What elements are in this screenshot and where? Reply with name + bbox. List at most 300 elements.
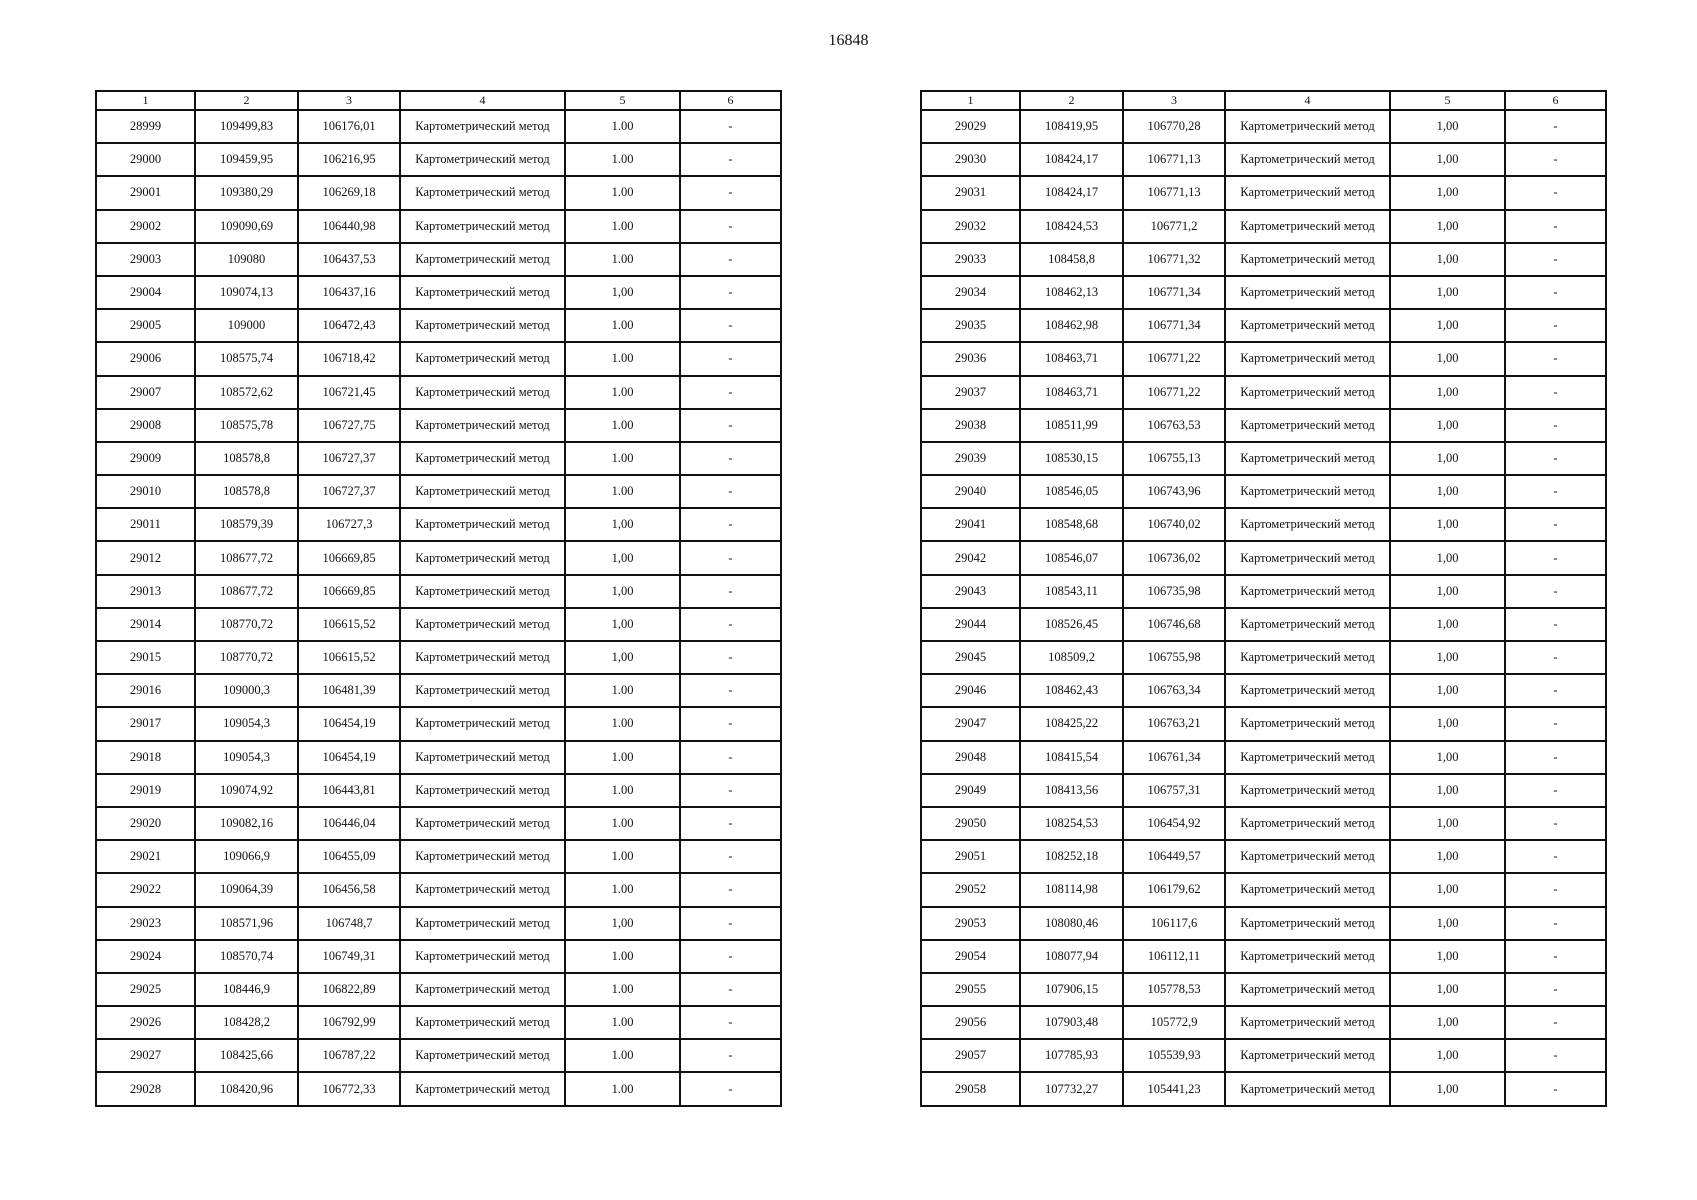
- method-cell: Картометрический метод: [1225, 110, 1390, 143]
- y-coordinate-cell: 106763,53: [1123, 409, 1225, 442]
- point-number-cell: 29051: [921, 840, 1020, 873]
- y-coordinate-cell: 106748,7: [298, 907, 400, 940]
- accuracy-cell: 1,00: [1390, 1039, 1505, 1072]
- accuracy-cell: 1,00: [1390, 907, 1505, 940]
- method-cell: Картометрический метод: [400, 309, 565, 342]
- column-header-4: 4: [1225, 91, 1390, 110]
- method-cell: Картометрический метод: [400, 741, 565, 774]
- y-coordinate-cell: 106456,58: [298, 873, 400, 906]
- accuracy-cell: 1,00: [1390, 608, 1505, 641]
- column-header-1: 1: [96, 91, 195, 110]
- description-cell: -: [1505, 243, 1606, 276]
- x-coordinate-cell: 109066,9: [195, 840, 298, 873]
- table-row: [96, 442, 781, 475]
- x-coordinate-cell: 108080,46: [1020, 907, 1123, 940]
- method-cell: Картометрический метод: [400, 508, 565, 541]
- table-row: [96, 575, 781, 608]
- point-number-cell: 29006: [96, 342, 195, 375]
- x-coordinate-cell: 108546,07: [1020, 541, 1123, 574]
- table-row: [921, 243, 1606, 276]
- point-number-cell: 29001: [96, 176, 195, 209]
- x-coordinate-cell: 108252,18: [1020, 840, 1123, 873]
- accuracy-cell: 1.00: [565, 807, 680, 840]
- description-cell: -: [680, 608, 781, 641]
- description-cell: -: [1505, 807, 1606, 840]
- description-cell: -: [1505, 475, 1606, 508]
- point-number-cell: 29052: [921, 873, 1020, 906]
- table-row: [921, 442, 1606, 475]
- point-number-cell: 29030: [921, 143, 1020, 176]
- x-coordinate-cell: 108677,72: [195, 575, 298, 608]
- accuracy-cell: 1,00: [1390, 176, 1505, 209]
- description-cell: -: [1505, 840, 1606, 873]
- y-coordinate-cell: 106771,13: [1123, 143, 1225, 176]
- y-coordinate-cell: 106481,39: [298, 674, 400, 707]
- accuracy-cell: 1,00: [1390, 840, 1505, 873]
- point-number-cell: 29000: [96, 143, 195, 176]
- table-row: [96, 475, 781, 508]
- point-number-cell: 29008: [96, 409, 195, 442]
- description-cell: -: [680, 840, 781, 873]
- accuracy-cell: 1.00: [565, 243, 680, 276]
- x-coordinate-cell: 107906,15: [1020, 973, 1123, 1006]
- method-cell: Картометрический метод: [1225, 1006, 1390, 1039]
- table-row: [96, 143, 781, 176]
- point-number-cell: 29054: [921, 940, 1020, 973]
- table-row: [921, 376, 1606, 409]
- description-cell: -: [1505, 309, 1606, 342]
- description-cell: -: [680, 176, 781, 209]
- point-number-cell: 29015: [96, 641, 195, 674]
- point-number-cell: 29022: [96, 873, 195, 906]
- y-coordinate-cell: 106792,99: [298, 1006, 400, 1039]
- accuracy-cell: 1,00: [1390, 442, 1505, 475]
- y-coordinate-cell: 106176,01: [298, 110, 400, 143]
- point-number-cell: 29009: [96, 442, 195, 475]
- description-cell: -: [1505, 741, 1606, 774]
- method-cell: Картометрический метод: [1225, 807, 1390, 840]
- table-row: [96, 309, 781, 342]
- method-cell: Картометрический метод: [400, 641, 565, 674]
- y-coordinate-cell: 106771,22: [1123, 342, 1225, 375]
- accuracy-cell: 1,00: [1390, 940, 1505, 973]
- accuracy-cell: 1.00: [565, 376, 680, 409]
- method-cell: Картометрический метод: [400, 176, 565, 209]
- accuracy-cell: 1,00: [565, 608, 680, 641]
- y-coordinate-cell: 106472,43: [298, 309, 400, 342]
- table-row: [921, 210, 1606, 243]
- description-cell: -: [680, 1039, 781, 1072]
- description-cell: -: [1505, 541, 1606, 574]
- table-row: [96, 707, 781, 740]
- x-coordinate-cell: 109380,29: [195, 176, 298, 209]
- method-cell: Картометрический метод: [1225, 276, 1390, 309]
- point-number-cell: 29044: [921, 608, 1020, 641]
- x-coordinate-cell: 108419,95: [1020, 110, 1123, 143]
- y-coordinate-cell: 106454,19: [298, 707, 400, 740]
- description-cell: -: [1505, 707, 1606, 740]
- x-coordinate-cell: 108548,68: [1020, 508, 1123, 541]
- point-number-cell: 29034: [921, 276, 1020, 309]
- point-number-cell: 29058: [921, 1072, 1020, 1105]
- description-cell: -: [1505, 1006, 1606, 1039]
- column-header-4: 4: [400, 91, 565, 110]
- point-number-cell: 29042: [921, 541, 1020, 574]
- point-number-cell: 29011: [96, 508, 195, 541]
- x-coordinate-cell: 108424,17: [1020, 176, 1123, 209]
- x-coordinate-cell: 108458,8: [1020, 243, 1123, 276]
- point-number-cell: 29017: [96, 707, 195, 740]
- method-cell: Картометрический метод: [1225, 475, 1390, 508]
- method-cell: Картометрический метод: [400, 1006, 565, 1039]
- method-cell: Картометрический метод: [400, 608, 565, 641]
- method-cell: Картометрический метод: [1225, 342, 1390, 375]
- accuracy-cell: 1,00: [1390, 873, 1505, 906]
- description-cell: -: [680, 741, 781, 774]
- accuracy-cell: 1,00: [1390, 210, 1505, 243]
- point-number-cell: 29035: [921, 309, 1020, 342]
- accuracy-cell: 1,00: [1390, 1072, 1505, 1105]
- y-coordinate-cell: 106755,13: [1123, 442, 1225, 475]
- x-coordinate-cell: 108463,71: [1020, 376, 1123, 409]
- description-cell: -: [1505, 276, 1606, 309]
- point-number-cell: 29029: [921, 110, 1020, 143]
- y-coordinate-cell: 106437,53: [298, 243, 400, 276]
- table-row: [96, 342, 781, 375]
- x-coordinate-cell: 109074,92: [195, 774, 298, 807]
- method-cell: Картометрический метод: [400, 276, 565, 309]
- point-number-cell: 29019: [96, 774, 195, 807]
- accuracy-cell: 1.00: [565, 342, 680, 375]
- point-number-cell: 29048: [921, 741, 1020, 774]
- point-number-cell: 29056: [921, 1006, 1020, 1039]
- y-coordinate-cell: 106718,42: [298, 342, 400, 375]
- column-header-2: 2: [195, 91, 298, 110]
- x-coordinate-cell: 108530,15: [1020, 442, 1123, 475]
- table-row: [921, 541, 1606, 574]
- point-number-cell: 29045: [921, 641, 1020, 674]
- accuracy-cell: 1.00: [565, 1072, 680, 1105]
- table-row: [921, 575, 1606, 608]
- point-number-cell: 29016: [96, 674, 195, 707]
- x-coordinate-cell: 107903,48: [1020, 1006, 1123, 1039]
- accuracy-cell: 1.00: [565, 176, 680, 209]
- x-coordinate-cell: 108077,94: [1020, 940, 1123, 973]
- table-row: [921, 807, 1606, 840]
- method-cell: Картометрический метод: [400, 873, 565, 906]
- y-coordinate-cell: 106440,98: [298, 210, 400, 243]
- table-row: [96, 1039, 781, 1072]
- point-number-cell: 29002: [96, 210, 195, 243]
- accuracy-cell: 1,00: [1390, 674, 1505, 707]
- table-row: [921, 940, 1606, 973]
- y-coordinate-cell: 106721,45: [298, 376, 400, 409]
- accuracy-cell: 1.00: [565, 409, 680, 442]
- point-number-cell: 29043: [921, 575, 1020, 608]
- y-coordinate-cell: 106822,89: [298, 973, 400, 1006]
- description-cell: -: [1505, 608, 1606, 641]
- accuracy-cell: 1,00: [1390, 376, 1505, 409]
- y-coordinate-cell: 106771,34: [1123, 309, 1225, 342]
- accuracy-cell: 1,00: [1390, 143, 1505, 176]
- column-header-5: 5: [1390, 91, 1505, 110]
- method-cell: Картометрический метод: [1225, 1072, 1390, 1105]
- method-cell: Картометрический метод: [1225, 376, 1390, 409]
- method-cell: Картометрический метод: [1225, 940, 1390, 973]
- x-coordinate-cell: 108578,8: [195, 475, 298, 508]
- method-cell: Картометрический метод: [1225, 774, 1390, 807]
- table-row: [921, 176, 1606, 209]
- x-coordinate-cell: 108543,11: [1020, 575, 1123, 608]
- description-cell: -: [680, 1072, 781, 1105]
- description-cell: -: [680, 774, 781, 807]
- method-cell: Картометрический метод: [400, 376, 565, 409]
- table-row: [96, 210, 781, 243]
- table-row: [96, 110, 781, 143]
- x-coordinate-cell: 107732,27: [1020, 1072, 1123, 1105]
- table-row: [921, 674, 1606, 707]
- x-coordinate-cell: 108511,99: [1020, 409, 1123, 442]
- accuracy-cell: 1,00: [565, 575, 680, 608]
- description-cell: -: [1505, 674, 1606, 707]
- accuracy-cell: 1,00: [565, 508, 680, 541]
- description-cell: -: [1505, 575, 1606, 608]
- table-row: [96, 807, 781, 840]
- x-coordinate-cell: 109064,39: [195, 873, 298, 906]
- point-number-cell: 29005: [96, 309, 195, 342]
- x-coordinate-cell: 108575,78: [195, 409, 298, 442]
- accuracy-cell: 1.00: [565, 840, 680, 873]
- table-row: [96, 276, 781, 309]
- accuracy-cell: 1,00: [1390, 641, 1505, 674]
- table-row: [921, 641, 1606, 674]
- table-row: [921, 907, 1606, 940]
- description-cell: -: [680, 342, 781, 375]
- point-number-cell: 29018: [96, 741, 195, 774]
- point-number-cell: 29025: [96, 973, 195, 1006]
- accuracy-cell: 1.00: [565, 741, 680, 774]
- y-coordinate-cell: 106727,37: [298, 475, 400, 508]
- table-row: [921, 1006, 1606, 1039]
- description-cell: -: [1505, 342, 1606, 375]
- x-coordinate-cell: 109074,13: [195, 276, 298, 309]
- y-coordinate-cell: 106749,31: [298, 940, 400, 973]
- column-header-3: 3: [1123, 91, 1225, 110]
- y-coordinate-cell: 105772,9: [1123, 1006, 1225, 1039]
- x-coordinate-cell: 108424,53: [1020, 210, 1123, 243]
- y-coordinate-cell: 106761,34: [1123, 741, 1225, 774]
- accuracy-cell: 1,00: [1390, 575, 1505, 608]
- x-coordinate-cell: 108572,62: [195, 376, 298, 409]
- y-coordinate-cell: 106787,22: [298, 1039, 400, 1072]
- accuracy-cell: 1,00: [1390, 309, 1505, 342]
- point-number-cell: 29028: [96, 1072, 195, 1105]
- method-cell: Картометрический метод: [1225, 243, 1390, 276]
- description-cell: -: [1505, 176, 1606, 209]
- description-cell: -: [1505, 907, 1606, 940]
- description-cell: -: [680, 143, 781, 176]
- y-coordinate-cell: 105778,53: [1123, 973, 1225, 1006]
- method-cell: Картометрический метод: [400, 475, 565, 508]
- x-coordinate-cell: 108413,56: [1020, 774, 1123, 807]
- point-number-cell: 29010: [96, 475, 195, 508]
- y-coordinate-cell: 105539,93: [1123, 1039, 1225, 1072]
- table-row: [96, 608, 781, 641]
- description-cell: -: [1505, 940, 1606, 973]
- point-number-cell: 29027: [96, 1039, 195, 1072]
- x-coordinate-cell: 108770,72: [195, 608, 298, 641]
- point-number-cell: 29023: [96, 907, 195, 940]
- point-number-cell: 29013: [96, 575, 195, 608]
- method-cell: Картометрический метод: [400, 110, 565, 143]
- x-coordinate-cell: 108462,43: [1020, 674, 1123, 707]
- table-row: [96, 907, 781, 940]
- accuracy-cell: 1.00: [565, 1039, 680, 1072]
- x-coordinate-cell: 108579,39: [195, 508, 298, 541]
- point-number-cell: 29057: [921, 1039, 1020, 1072]
- point-number-cell: 29032: [921, 210, 1020, 243]
- x-coordinate-cell: 109090,69: [195, 210, 298, 243]
- table-row: [96, 674, 781, 707]
- point-number-cell: 29053: [921, 907, 1020, 940]
- point-number-cell: 29012: [96, 541, 195, 574]
- method-cell: Картометрический метод: [400, 774, 565, 807]
- table-row: [96, 873, 781, 906]
- x-coordinate-cell: 108425,66: [195, 1039, 298, 1072]
- description-cell: -: [680, 1006, 781, 1039]
- table-row: [921, 973, 1606, 1006]
- x-coordinate-cell: 108578,8: [195, 442, 298, 475]
- x-coordinate-cell: 108420,96: [195, 1072, 298, 1105]
- table-row: [96, 741, 781, 774]
- accuracy-cell: 1,00: [1390, 973, 1505, 1006]
- x-coordinate-cell: 109054,3: [195, 707, 298, 740]
- x-coordinate-cell: 108415,54: [1020, 741, 1123, 774]
- accuracy-cell: 1,00: [565, 907, 680, 940]
- coordinates-table-right: [920, 90, 1607, 1107]
- description-cell: -: [1505, 110, 1606, 143]
- description-cell: -: [1505, 508, 1606, 541]
- accuracy-cell: 1,00: [1390, 342, 1505, 375]
- table-row: [96, 541, 781, 574]
- description-cell: -: [680, 210, 781, 243]
- y-coordinate-cell: 106727,75: [298, 409, 400, 442]
- point-number-cell: 29026: [96, 1006, 195, 1039]
- method-cell: Картометрический метод: [1225, 707, 1390, 740]
- y-coordinate-cell: 106437,16: [298, 276, 400, 309]
- description-cell: -: [680, 674, 781, 707]
- method-cell: Картометрический метод: [400, 907, 565, 940]
- y-coordinate-cell: 106763,34: [1123, 674, 1225, 707]
- point-number-cell: 29020: [96, 807, 195, 840]
- y-coordinate-cell: 106454,92: [1123, 807, 1225, 840]
- description-cell: -: [680, 376, 781, 409]
- y-coordinate-cell: 106269,18: [298, 176, 400, 209]
- x-coordinate-cell: 108571,96: [195, 907, 298, 940]
- description-cell: -: [680, 276, 781, 309]
- method-cell: Картометрический метод: [1225, 608, 1390, 641]
- point-number-cell: 29024: [96, 940, 195, 973]
- method-cell: Картометрический метод: [1225, 575, 1390, 608]
- y-coordinate-cell: 106771,32: [1123, 243, 1225, 276]
- accuracy-cell: 1.00: [565, 210, 680, 243]
- y-coordinate-cell: 106669,85: [298, 575, 400, 608]
- x-coordinate-cell: 109459,95: [195, 143, 298, 176]
- description-cell: -: [1505, 774, 1606, 807]
- y-coordinate-cell: 106770,28: [1123, 110, 1225, 143]
- accuracy-cell: 1.00: [565, 1006, 680, 1039]
- y-coordinate-cell: 106727,3: [298, 508, 400, 541]
- x-coordinate-cell: 108254,53: [1020, 807, 1123, 840]
- x-coordinate-cell: 108770,72: [195, 641, 298, 674]
- point-number-cell: 29047: [921, 707, 1020, 740]
- method-cell: Картометрический метод: [1225, 1039, 1390, 1072]
- table-row: [96, 243, 781, 276]
- accuracy-cell: 1,00: [1390, 508, 1505, 541]
- point-number-cell: 29037: [921, 376, 1020, 409]
- coordinates-table-left: [95, 90, 782, 1107]
- y-coordinate-cell: 106117,6: [1123, 907, 1225, 940]
- x-coordinate-cell: 108526,45: [1020, 608, 1123, 641]
- description-cell: -: [680, 541, 781, 574]
- description-cell: -: [1505, 973, 1606, 1006]
- x-coordinate-cell: 108509,2: [1020, 641, 1123, 674]
- description-cell: -: [1505, 1072, 1606, 1105]
- accuracy-cell: 1.00: [565, 442, 680, 475]
- description-cell: -: [680, 110, 781, 143]
- method-cell: Картометрический метод: [400, 940, 565, 973]
- method-cell: Картометрический метод: [1225, 674, 1390, 707]
- method-cell: Картометрический метод: [1225, 641, 1390, 674]
- x-coordinate-cell: 108424,17: [1020, 143, 1123, 176]
- point-number-cell: 29014: [96, 608, 195, 641]
- method-cell: Картометрический метод: [400, 973, 565, 1006]
- point-number-cell: 28999: [96, 110, 195, 143]
- accuracy-cell: 1.00: [565, 674, 680, 707]
- x-coordinate-cell: 108462,98: [1020, 309, 1123, 342]
- table-row: [921, 409, 1606, 442]
- table-row: [921, 110, 1606, 143]
- x-coordinate-cell: 108677,72: [195, 541, 298, 574]
- point-number-cell: 29003: [96, 243, 195, 276]
- accuracy-cell: 1.00: [565, 940, 680, 973]
- accuracy-cell: 1.00: [565, 973, 680, 1006]
- description-cell: -: [680, 475, 781, 508]
- accuracy-cell: 1,00: [565, 641, 680, 674]
- x-coordinate-cell: 108570,74: [195, 940, 298, 973]
- description-cell: -: [1505, 376, 1606, 409]
- y-coordinate-cell: 106771,34: [1123, 276, 1225, 309]
- x-coordinate-cell: 109499,83: [195, 110, 298, 143]
- method-cell: Картометрический метод: [1225, 907, 1390, 940]
- method-cell: Картометрический метод: [400, 243, 565, 276]
- method-cell: Картометрический метод: [400, 143, 565, 176]
- x-coordinate-cell: 108463,71: [1020, 342, 1123, 375]
- y-coordinate-cell: 106771,2: [1123, 210, 1225, 243]
- table-row: [96, 840, 781, 873]
- table-row: [96, 940, 781, 973]
- method-cell: Картометрический метод: [400, 707, 565, 740]
- y-coordinate-cell: 106615,52: [298, 641, 400, 674]
- accuracy-cell: 1,00: [1390, 707, 1505, 740]
- point-number-cell: 29055: [921, 973, 1020, 1006]
- description-cell: -: [1505, 1039, 1606, 1072]
- table-row: [96, 1006, 781, 1039]
- table-header-row: [96, 91, 781, 110]
- method-cell: Картометрический метод: [400, 674, 565, 707]
- table-row: [921, 475, 1606, 508]
- table-row: [921, 608, 1606, 641]
